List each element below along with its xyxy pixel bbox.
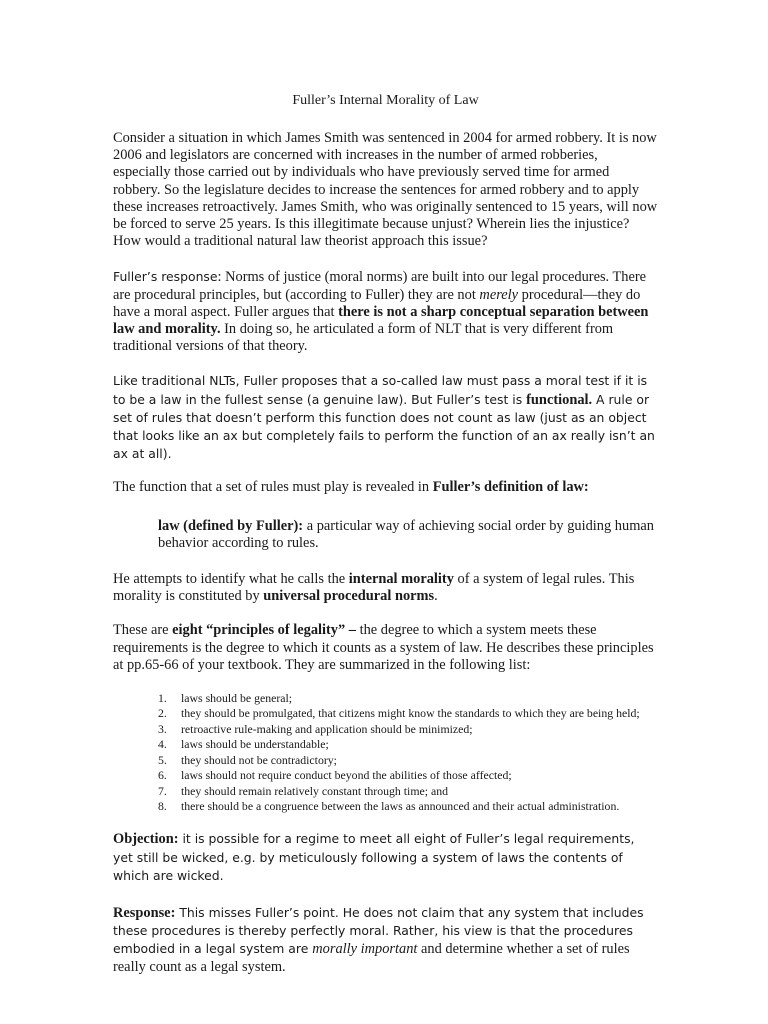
function-paragraph: The function that a set of rules must play is revealed in Fuller’s definition of law: [113,479,589,496]
principles-paragraph: These are eight “principles of legality” – the degree to which a system meets these requirements is the degree to which it counts as a system of law. He describes these principles at pp.65-66 of your textbook. They are summarized in the following list: [113,622,654,673]
list-item: 2. they should be promulgated, that citizens might know the standards to which they are being held; [158,706,640,721]
objection-paragraph: Objection: it is possible for a regime to meet all eight of Fuller’s legal requirements, yet still be wicked, e.g. by meticulously following a system of laws the contents of which are wicked. [113,831,635,883]
response-label: Fuller’s response [113,269,218,285]
list-item: 7. they should remain relatively constant through time; and [158,783,449,798]
page-title: Fuller’s Internal Morality of Law [292,93,479,108]
definition-term: law (defined by Fuller): [158,517,304,534]
intro-paragraph: Consider a situation in which James Smith was sentenced in 2004 for armed robbery. It is now 2006 and legislators are concerned with increases in the number of armed robberies, especially those carried out by individuals who have previously served time for armed robbery. So the legislature decides to increase the sentences for armed robbery and to apply these increases retroactively. James Smith, who was originally sentenced to 15 years, will now be forced to serve 25 years. Is this illegitimate because unjust? Wherein lies the injustice? How would a traditional natural law theorist approach this issue? [113,130,658,250]
list-item: 1. laws should be general; [158,691,293,706]
list-item: 4. laws should be understandable; [158,737,329,752]
list-item: 8. there should be a congruence between the laws as announced and their actual administration. [158,798,620,813]
response-paragraph: Response: This misses Fuller’s point. He does not claim that any system that includes these procedures is thereby perfectly moral. Rather, his view is that the procedures embodied in a legal system are morally important and determine whether a set of rules really count as a legal system. [113,904,644,975]
list-item: 3. retroactive rule-making and application should be minimized; [158,721,473,736]
key-claim: there is not a sharp conceptual separation between law and morality. [113,303,649,338]
functional-term: functional. [526,391,593,408]
objection-label: Objection: [113,831,179,848]
fullers-response-paragraph: Fuller’s response: Norms of justice (moral norms) are built into our legal procedures. There are procedural principles, but (according to Fuller) they are not merely procedural—they do have a moral aspect. Fuller argues that there is not a sharp conceptual separation between law and morality. In doing so, he articulated a form of NLT that is very different from traditional versions of that theory. [113,269,649,355]
principles-term: eight “principles of legality” – [172,622,356,639]
internal-morality-term: internal morality [348,571,454,588]
list-item: 6. laws should not require conduct beyond the abilities of those affected; [158,768,512,783]
definition-heading: Fuller’s definition of law: [432,479,589,496]
principles-list [113,691,658,814]
document-page [113,92,658,976]
procedural-norms-term: universal procedural norms [263,588,435,605]
response-label-bold: Response: [113,904,176,921]
emphasis-merely: merely [479,286,519,303]
functional-test-paragraph: Like traditional NLTs, Fuller proposes that a so-called law must pass a moral test if it is to be a law in the fullest sense (a genuine law). But Fuller’s test is functional. A rule or set of rules that doesn’t perform this function does not count as law (just as an object that looks like an ax but completely fails to perform the function of an ax really isn’t an ax at all). [113,373,655,462]
internal-morality-paragraph: He attempts to identify what he calls the internal morality of a system of legal rules. This morality is constituted by universal procedural norms. [113,571,635,605]
emphasis-morally-important: morally important [312,941,418,958]
law-definition: law (defined by Fuller): a particular way of achieving social order by guiding human behavior according to rules. [158,517,654,551]
list-item: 5. they should not be contradictory; [158,752,337,767]
